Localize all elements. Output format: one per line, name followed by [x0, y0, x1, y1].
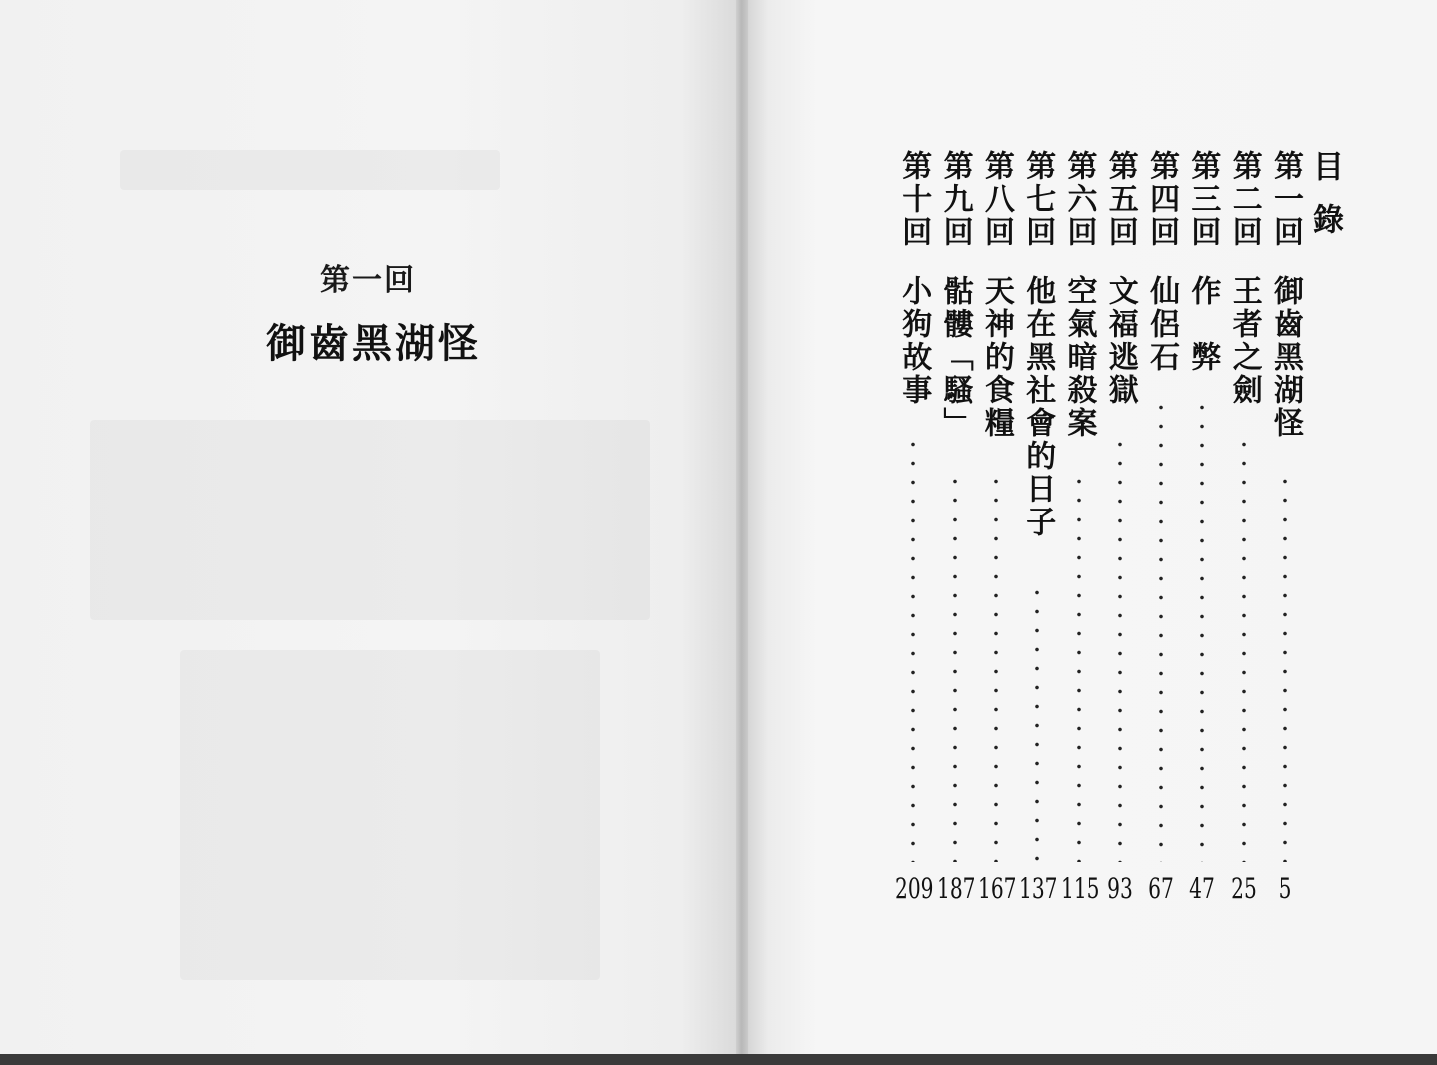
toc-entry-number: 第四回 — [1144, 150, 1180, 249]
toc-heading: 目錄 — [1307, 150, 1343, 256]
toc-entry-title: 御齒黑湖怪 — [1268, 275, 1303, 440]
toc-entry-page: 187 — [936, 872, 976, 905]
toc-entry-page: 47 — [1189, 872, 1216, 905]
toc-entry — [1227, 150, 1261, 910]
toc-entry-number: 第二回 — [1226, 150, 1262, 249]
show-through-shadow — [180, 650, 600, 980]
toc-entry-title: 空氣暗殺案 — [1061, 275, 1097, 440]
toc-entry — [1019, 150, 1058, 910]
toc-entry — [895, 150, 934, 910]
toc-dot-leader — [953, 472, 957, 862]
toc-dot-leader — [1035, 583, 1039, 862]
scan-bottom-edge — [0, 1054, 1437, 1065]
toc-entry-page: 209 — [895, 872, 934, 905]
toc-entry — [1103, 150, 1137, 910]
chapter-title: 御齒黑湖怪 — [266, 321, 481, 367]
toc-dot-leader — [994, 472, 998, 862]
toc-dot-leader — [1118, 435, 1122, 862]
toc-entry-title: 仙侶石 — [1144, 275, 1180, 374]
toc-entry — [1144, 150, 1178, 910]
toc-dot-leader — [1200, 398, 1204, 862]
toc-entry-title: 他在黑社會的日子 — [1020, 275, 1056, 539]
toc-entry — [1268, 150, 1302, 910]
toc-entry-number: 第七回 — [1020, 150, 1056, 249]
toc-entry-number: 第三回 — [1185, 150, 1221, 249]
toc-entry-page: 25 — [1230, 872, 1257, 905]
toc-entry-page: 167 — [977, 872, 1017, 905]
toc-entry-title: 作 弊 — [1185, 275, 1221, 374]
toc-entry-title: 骷髏「騷」 — [937, 275, 973, 440]
show-through-shadow — [90, 420, 650, 620]
toc-entry-page: 93 — [1106, 872, 1133, 905]
toc-entry-number: 第一回 — [1268, 150, 1303, 249]
toc-entry-page: 5 — [1278, 872, 1292, 905]
toc-entry-title: 文福逃獄 — [1102, 275, 1138, 407]
toc-entry-number: 第九回 — [937, 150, 973, 249]
toc-entry-title: 王者之劍 — [1226, 275, 1262, 407]
toc-entry-number: 第八回 — [978, 150, 1014, 249]
toc-entry-title: 小狗故事 — [896, 275, 932, 407]
toc-dot-leader — [1077, 472, 1081, 862]
toc-entry — [1185, 150, 1219, 910]
toc-dot-leader — [911, 435, 915, 862]
toc-dot-leader — [1283, 472, 1287, 862]
toc-entry-number: 第十回 — [896, 150, 932, 249]
toc-entry — [936, 150, 976, 910]
toc-entry — [977, 150, 1017, 910]
show-through-shadow — [120, 150, 500, 190]
toc-dot-leader — [1159, 398, 1163, 862]
toc-entry-number: 第六回 — [1061, 150, 1097, 249]
toc-dot-leader — [1242, 435, 1246, 862]
toc-entry-page: 137 — [1019, 872, 1058, 905]
toc-entry-number: 第五回 — [1102, 150, 1138, 249]
toc-entry-title: 天神的食糧 — [978, 275, 1014, 440]
toc-entry-page: 67 — [1148, 872, 1174, 905]
toc-entry — [1060, 150, 1099, 910]
chapter-number: 第一回 — [320, 263, 416, 298]
toc-entry-page: 115 — [1060, 872, 1099, 905]
